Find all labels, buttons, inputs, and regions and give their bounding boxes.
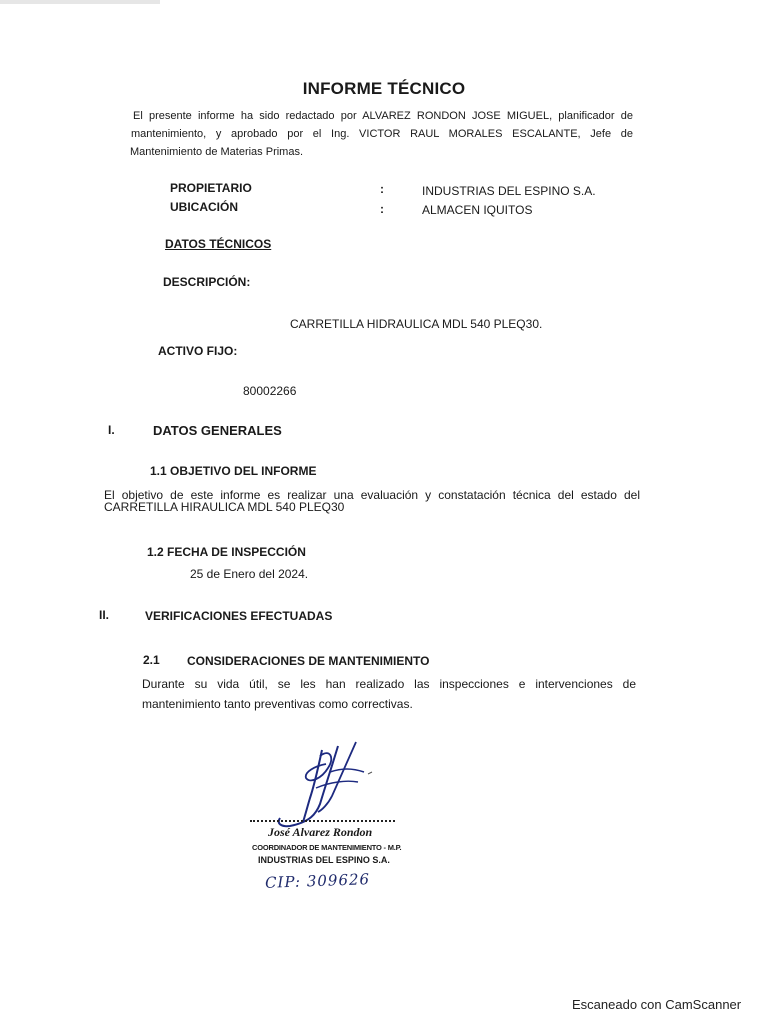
section-1-numeral: I.: [108, 423, 115, 437]
section-1-heading: DATOS GENERALES: [153, 423, 282, 438]
section-2-1-heading: CONSIDERACIONES DE MANTENIMIENTO: [187, 654, 430, 668]
signer-role: COORDINADOR DE MANTENIMIENTO - M.P.: [252, 843, 402, 852]
owner-separator: :: [380, 182, 384, 196]
section-2-1-line-2: mantenimiento tanto preventivas como correctivas.: [142, 697, 413, 711]
owner-value: INDUSTRIAS DEL ESPINO S.A.: [422, 184, 596, 198]
description-value: CARRETILLA HIDRAULICA MDL 540 PLEQ30.: [290, 317, 543, 331]
section-1-1-line-1: El objetivo de este informe es realizar una evaluación y constatación técnica del estado del: [104, 488, 640, 502]
section-1-2-heading: 1.2 FECHA DE INSPECCIÓN: [147, 545, 306, 559]
inspection-date: 25 de Enero del 2024.: [190, 567, 309, 581]
location-value: ALMACEN IQUITOS: [422, 203, 533, 217]
scanner-watermark: Escaneado con CamScanner: [572, 997, 742, 1012]
section-2-heading: VERIFICACIONES EFECTUADAS: [145, 609, 333, 623]
intro-line-2: mantenimiento, y aprobado por el Ing. VICTOR RAUL MORALES ESCALANTE, Jefe de: [131, 128, 633, 140]
section-2-1-line-1: Durante su vida útil, se les han realizado las inspecciones e intervenciones de: [142, 677, 636, 691]
asset-label: ACTIVO FIJO:: [158, 344, 238, 358]
signer-name: José Alvarez Rondon: [268, 825, 373, 839]
section-2-numeral: II.: [99, 608, 110, 622]
cip-number: CIP: 309626: [264, 870, 371, 892]
scan-edge-mark: [0, 0, 160, 4]
location-label: UBICACIÓN: [170, 200, 238, 214]
section-1-1-heading: 1.1 OBJETIVO DEL INFORME: [150, 464, 317, 478]
location-separator: :: [380, 202, 384, 216]
datos-tecnicos-heading: DATOS TÉCNICOS: [165, 237, 272, 251]
section-1-1-line-2: CARRETILLA HIRAULICA MDL 540 PLEQ30: [104, 500, 345, 514]
signature-line: [250, 820, 395, 822]
intro-line-3: Mantenimiento de Materias Primas.: [130, 146, 304, 158]
document-title: INFORME TÉCNICO: [302, 79, 466, 98]
asset-value: 80002266: [243, 384, 297, 398]
owner-label: PROPIETARIO: [170, 181, 252, 195]
description-label: DESCRIPCIÓN:: [163, 275, 251, 289]
signer-company: INDUSTRIAS DEL ESPINO S.A.: [258, 855, 390, 865]
handwritten-signature: [260, 738, 390, 833]
intro-line-1: El presente informe ha sido redactado por ALVAREZ RONDON JOSE MIGUEL, planificador de: [133, 110, 633, 122]
section-2-1-number: 2.1: [143, 653, 160, 667]
